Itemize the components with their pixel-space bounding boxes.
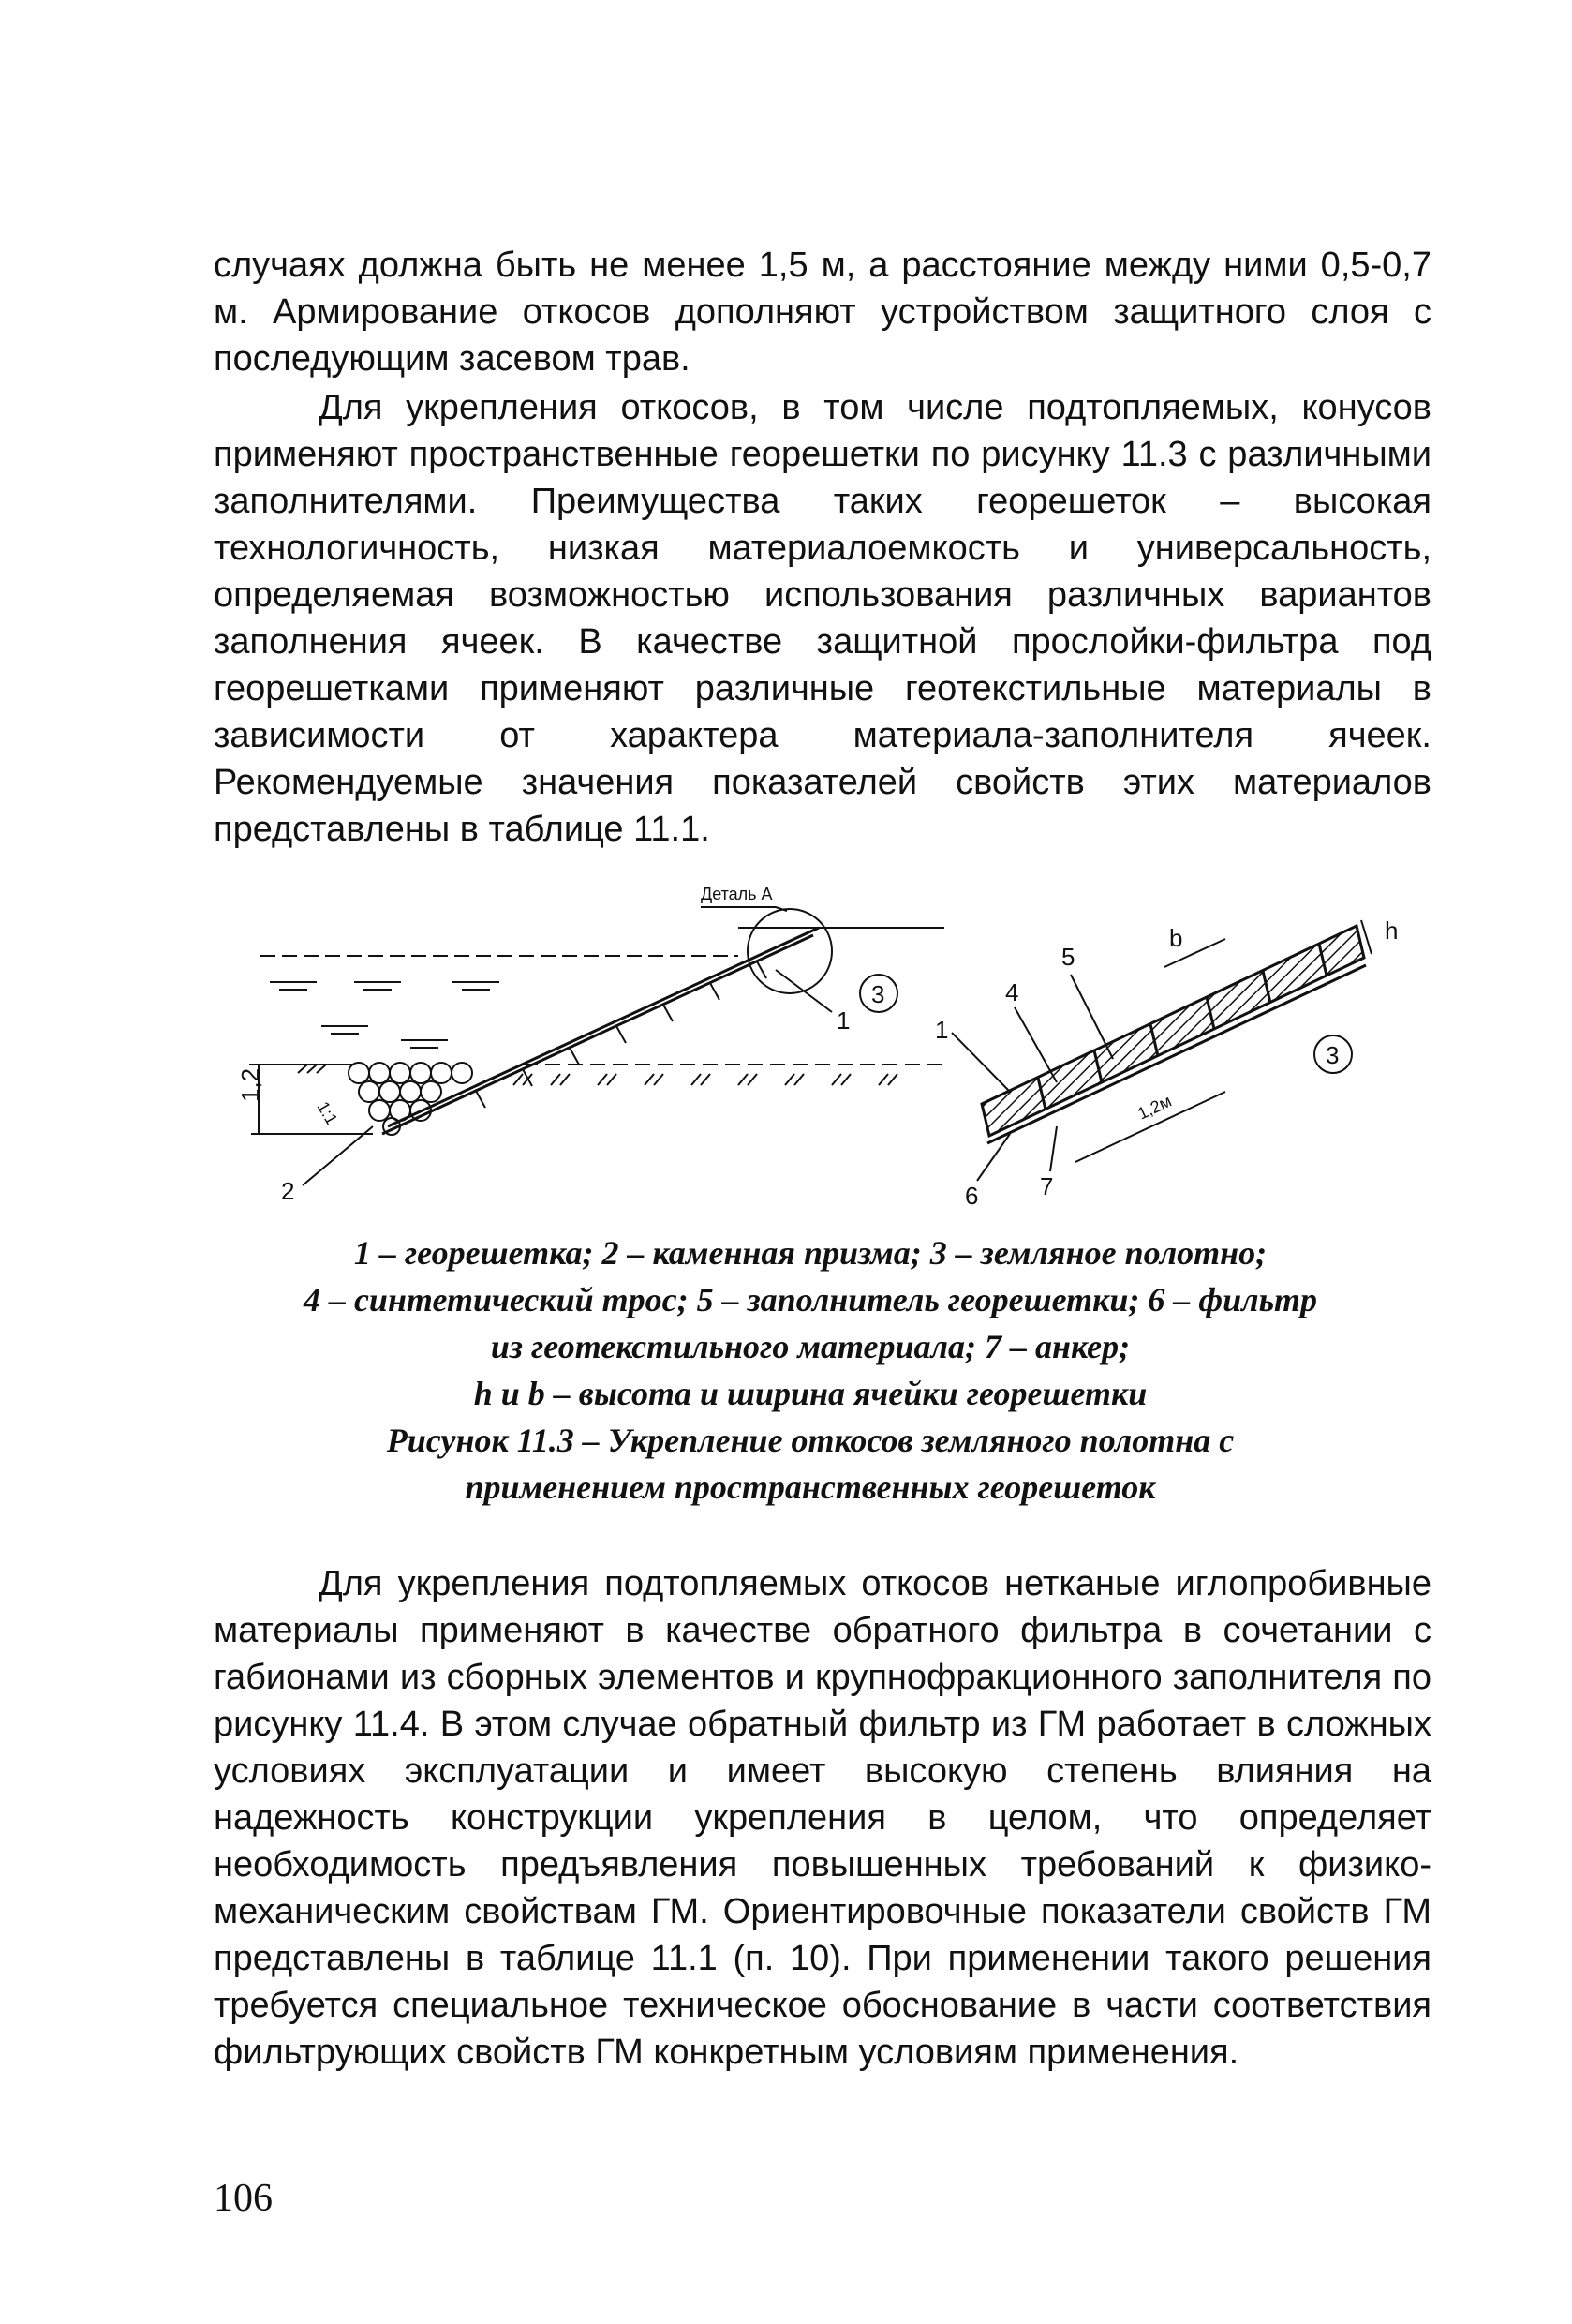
caption-line-3: из геотекстильного материала; 7 – анкер; — [490, 1328, 1131, 1365]
left-label-3: 3 — [871, 980, 885, 1008]
page-number: 106 — [214, 2177, 273, 2220]
left-label-2: 2 — [281, 1177, 295, 1205]
geogrid-bottom-edge — [382, 935, 813, 1134]
geogrid-detail-panel — [982, 926, 1364, 1136]
caption-line-1: 1 – георешетка; 2 – каменная призма; 3 – земляное полотно; — [353, 1234, 1268, 1272]
slope-label: 1:1 — [313, 1098, 342, 1128]
right-label-3: 3 — [1326, 1041, 1340, 1069]
caption-line-2: 4 – синтетический трос; 5 – заполнитель георешетки; 6 – фильтр — [303, 1281, 1318, 1318]
caption-line-5: Рисунок 11.3 – Укрепление откосов земляного полотна с — [386, 1422, 1235, 1459]
right-label-h: h — [1385, 916, 1399, 945]
water-marks — [270, 982, 499, 1048]
right-label-6: 6 — [965, 1182, 979, 1210]
right-label-spacing: 1,2м — [1135, 1091, 1175, 1124]
right-label-1: 1 — [935, 1016, 949, 1044]
left-label-1: 1 — [837, 1006, 851, 1035]
left-diagram — [236, 885, 944, 1205]
figure-caption — [187, 1229, 1433, 1511]
right-label-4: 4 — [1005, 978, 1019, 1006]
height-label: 1,2 — [236, 1067, 264, 1102]
slope-anchors — [476, 961, 766, 1108]
paragraph-1 — [214, 242, 1431, 382]
right-diagram — [935, 916, 1398, 1210]
right-label-5: 5 — [1061, 943, 1075, 971]
figure-11-3 — [214, 881, 1431, 1218]
caption-line-4: h и b – высота и ширина ячейки георешетки — [473, 1375, 1148, 1412]
caption-line-6: применением пространственных георешеток — [465, 1468, 1156, 1506]
detail-a-label: Деталь А — [701, 885, 773, 903]
stone-prism — [349, 1063, 472, 1135]
right-label-7: 7 — [1040, 1172, 1054, 1200]
paragraph-2 — [214, 384, 1431, 853]
paragraph-3 — [214, 1560, 1431, 2076]
paragraph-2-text: Для укрепления откосов, в том числе подтопляемых, конусов применяют пространственные георешетки по рисунку 11.3 с различными заполнителями. Преимущества таких георешеток – высокая технологичность, низкая материалоемкость и универсальность, определяемая возможностью использования различных вариантов заполнения ячеек. В качестве защитной прослойки-фильтра под георешетками применяют различные геотекстильные материалы в зависимости от характера материала-заполнителя ячеек. Рекомендуемые значения показателей свойств этих материалов представлены в таблице 11.1. — [214, 388, 1431, 849]
paragraph-1-text: случаях должна быть не менее 1,5 м, а расстояние между ними 0,5-0,7 м. Армирование откосов дополняют устройством защитного слоя с последующим засевом трав. — [214, 246, 1431, 379]
filter-layer — [987, 965, 1366, 1143]
paragraph-3-text: Для укрепления подтопляемых откосов нетканые иглопробивные материалы применяют в качестве обратного фильтра в сочетании с габионами из сборных элементов и крупнофракционного заполнителя по рисунку 11.4. В этом случае обратный фильтр из ГМ работает в сложных условиях эксплуатации и имеет высокую степень влияния на надежность конструкции укрепления в целом, что определяет необходимость предъявления повышенных требований к физико-механическим свойствам ГМ. Ориентировочные показатели свойств ГМ представлены в таблице 11.1 (п. 10). При применении такого решения требуется специальное техническое обоснование в части соответствия фильтрующих свойств ГМ конкретным условиям применения. — [214, 1564, 1431, 2072]
geogrid-top-edge — [388, 928, 819, 1126]
figure-drawing — [214, 881, 1431, 1218]
right-label-b: b — [1169, 924, 1183, 952]
